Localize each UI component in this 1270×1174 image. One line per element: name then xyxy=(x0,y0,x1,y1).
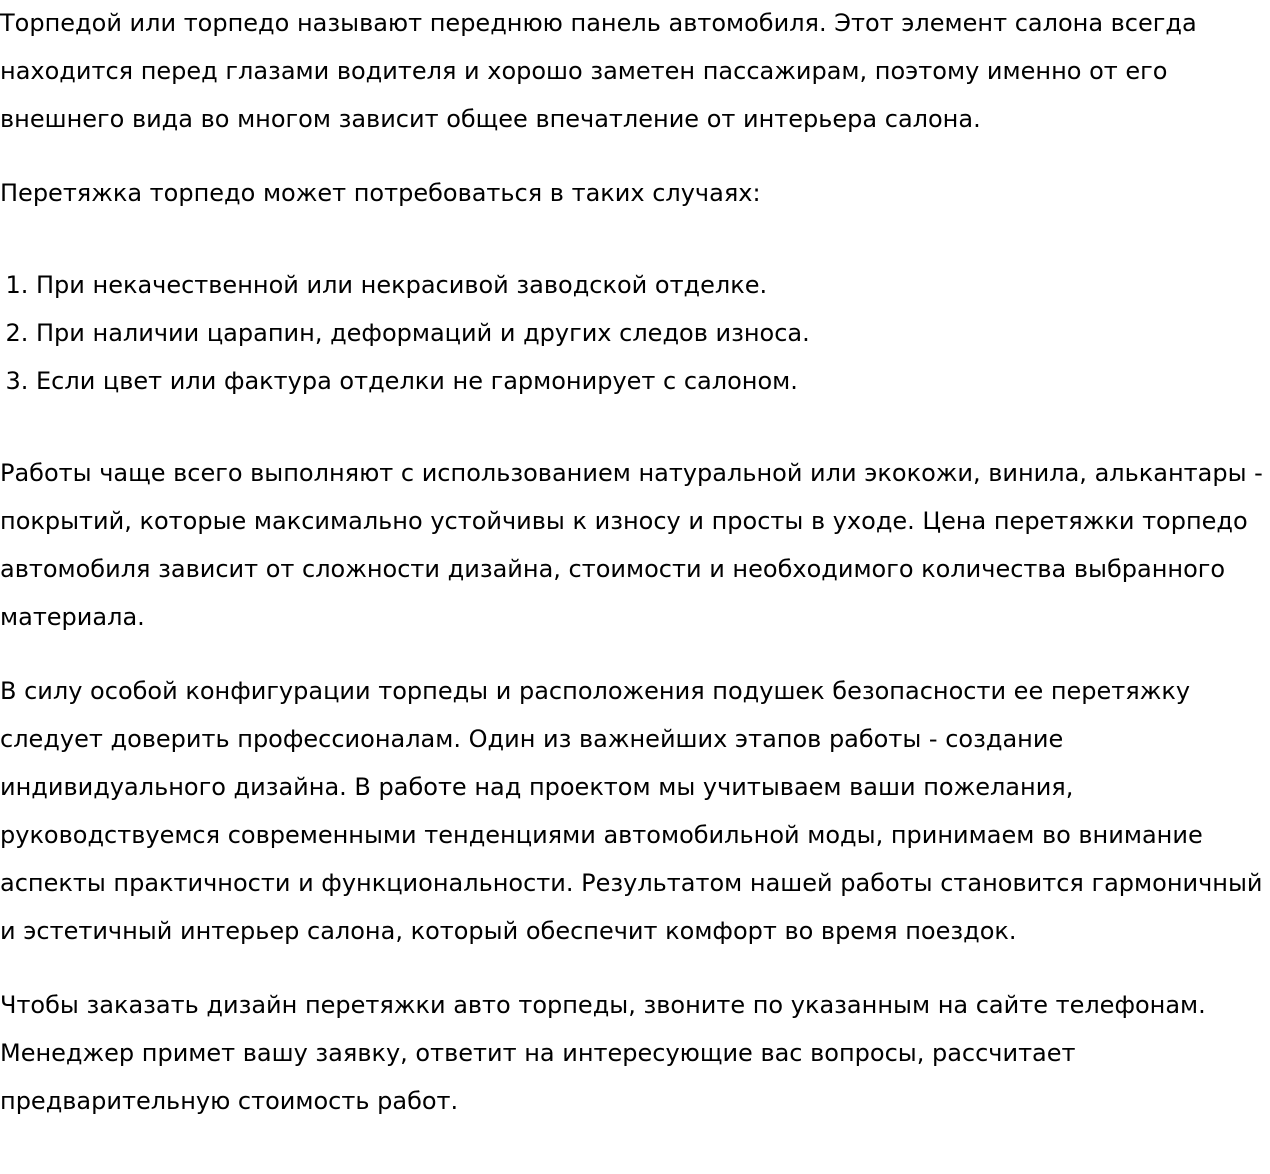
cases-intro-paragraph: Перетяжка торпедо может потребоваться в таких случаях: xyxy=(0,179,761,207)
order-paragraph: Чтобы заказать дизайн перетяжки авто торпеды, звоните по указанным на сайте телефонам. Менеджер примет вашу заявку, ответит на интересующие вас вопросы, рассчитает предварительную стоимость работ. xyxy=(0,991,1206,1115)
cases-list xyxy=(0,261,1270,405)
materials-paragraph: Работы чаще всего выполняют с использованием натуральной или экокожи, винила, алькантары - покрытий, которые максимально устойчивы к износу и просты в уходе. Цена перетяжки торпедо автомобиля зависит от сложности дизайна, стоимости и необходимого количества выбранного материала. xyxy=(0,459,1263,631)
list-item: 1. При некачественной или некрасивой заводской отделке. xyxy=(36,261,1270,309)
design-paragraph: В силу особой конфигурации торпеды и расположения подушек безопасности ее перетяжку следует доверить профессионалам. Один из важнейших этапов работы - создание индивидуального дизайна. В работе над проектом мы учитываем ваши пожелания, руководствуемся современными тенденциями автомобильной моды, принимаем во внимание аспекты практичности и функциональности. Результатом нашей работы становится гармоничный и эстетичный интерьер салона, который обеспечит комфорт во время поездок. xyxy=(0,677,1263,945)
list-item: 3. Если цвет или фактура отделки не гармонирует с салоном. xyxy=(36,357,1270,405)
list-item: 2. При наличии царапин, деформаций и других следов износа. xyxy=(36,309,1270,357)
intro-paragraph: Торпедой или торпедо называют переднюю панель автомобиля. Этот элемент салона всегда находится перед глазами водителя и хорошо заметен пассажирам, поэтому именно от его внешнего вида во многом зависит общее впечатление от интерьера салона. xyxy=(0,9,1197,133)
